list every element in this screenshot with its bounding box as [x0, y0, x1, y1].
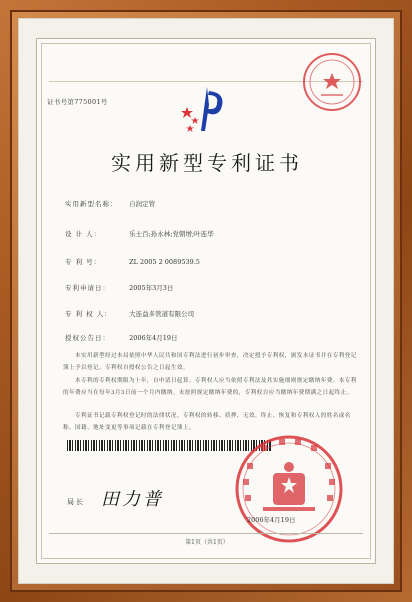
round-seal-top-icon — [301, 51, 363, 113]
field-label: 实用新型名称： — [65, 200, 118, 208]
field-row — [65, 199, 155, 208]
certificate-paragraph: 专利证书记载专利权登记时的法律状况。专利权的转移、质押、无效、终止、恢复和专利权人的姓名或名称、国籍、地址变更等事项记载在专利登记簿上。 — [63, 413, 351, 431]
field-value: ZL 2005 2 0089539.5 — [129, 258, 200, 266]
page-number: 第1页（共1页） — [185, 539, 229, 546]
certificate-paragraph: 本专利的专利权期限为十年，自申请日起算。专利权人应当依照专利法及其实施细则规定缴纳年费。本专利的年费应当在每年3月3日前一个月内缴纳。未按照规定缴纳年费的，专利权自应当缴纳年费期满之日起终止。 — [63, 378, 357, 396]
field-label: 专利申请日： — [65, 284, 110, 292]
director-label: 局长 — [67, 498, 85, 506]
field-row — [65, 257, 200, 266]
field-value: 大连益多管道有限公司 — [129, 310, 195, 318]
official-red-seal-icon — [233, 433, 345, 545]
field-label: 授权公告日： — [65, 334, 110, 342]
field-value: 乐士百;孙永林;党朝增;叶连华 — [129, 230, 214, 238]
certificate-title: 实用新型专利证书 — [111, 151, 303, 175]
field-value: 2006年4月19日 — [129, 334, 178, 342]
field-row — [65, 229, 214, 238]
footer-rule — [49, 533, 363, 534]
patent-office-logo-icon — [177, 83, 231, 135]
certificate-paragraph: 本实用新型经过本局依照中华人民共和国专利法进行初步审查，决定授予专利权，颁发本证书并在专利登记簿上予以登记。专利权自授权公告之日起生效。 — [63, 353, 357, 371]
field-label: 设 计 人： — [65, 230, 102, 238]
field-row — [65, 283, 173, 292]
director-signature: 田力普 — [101, 489, 164, 510]
field-row — [65, 333, 178, 342]
field-value: 自润定管 — [129, 200, 156, 208]
field-label: 专 利 号： — [65, 258, 102, 266]
certificate-serial: 证书号第775001号 — [47, 98, 108, 106]
field-row — [65, 309, 194, 318]
patent-certificate — [36, 38, 376, 564]
issue-date: 2006年4月19日 — [247, 516, 296, 524]
field-value: 2005年3月3日 — [129, 284, 174, 292]
field-label: 专 利 权 人： — [65, 310, 112, 318]
